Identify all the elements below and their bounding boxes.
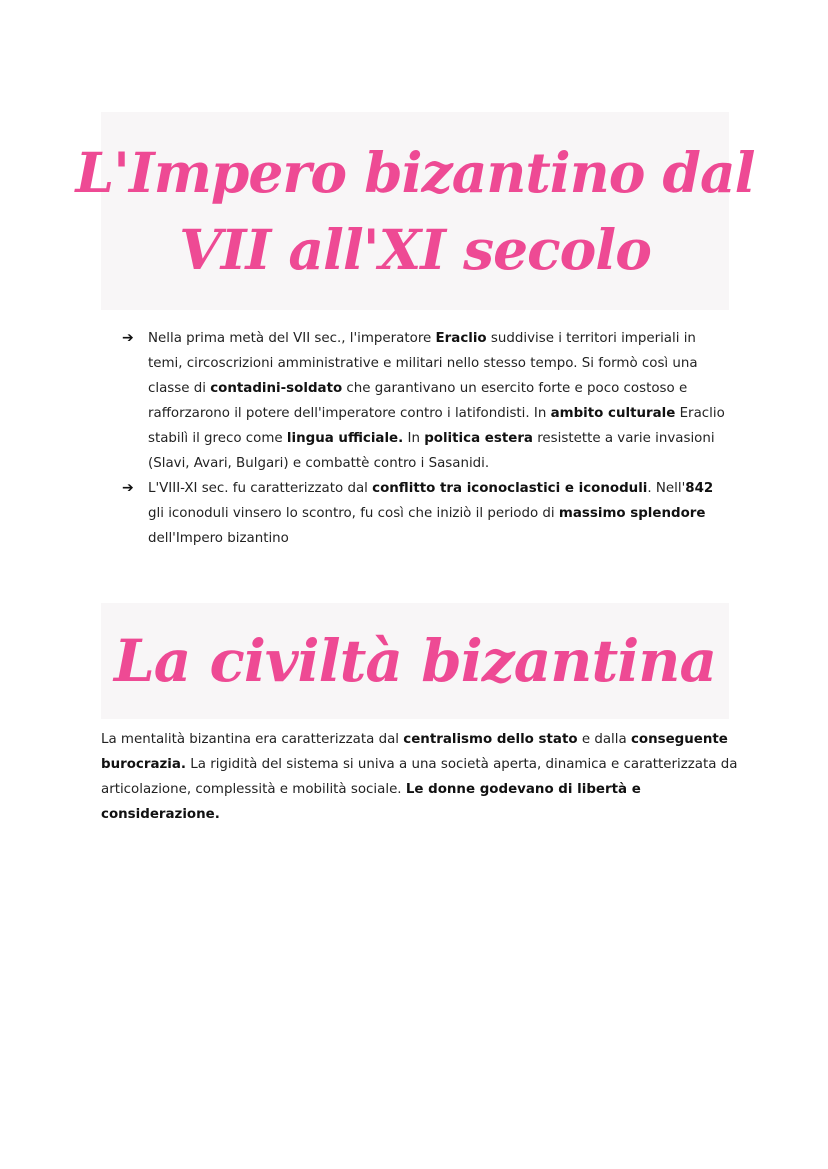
arrow-right-icon: ➔ bbox=[122, 480, 134, 496]
title-banner-civilta bbox=[101, 603, 729, 719]
section-title-line-2: VII all'XI secolo bbox=[179, 217, 651, 282]
bold-text: 842 bbox=[685, 481, 714, 496]
bold-text: Le donne godevano di libertà e considerazione. bbox=[101, 782, 641, 822]
text-run: . Nell' bbox=[647, 481, 686, 496]
bold-text: centralismo dello stato bbox=[403, 732, 578, 747]
bold-text: ambito culturale bbox=[550, 406, 676, 421]
text-run: gli iconoduli vinsero lo scontro, fu così che iniziò il periodo di bbox=[148, 506, 559, 521]
bullet-text bbox=[148, 331, 725, 471]
bullet-list bbox=[122, 326, 732, 551]
text-run: La rigidità del sistema si univa a una società aperta, dinamica e caratterizzata da articolazione, complessità e mobilità sociale. bbox=[101, 757, 738, 797]
title-banner-impero bbox=[75, 112, 755, 310]
text-run: dell'Impero bizantino bbox=[148, 531, 289, 546]
list-item bbox=[122, 326, 732, 476]
text-run: In bbox=[403, 431, 425, 446]
section-title: La civiltà bizantina bbox=[113, 627, 717, 695]
text-run: suddivise i territori imperiali in temi, circoscrizioni amministrative e militari nello stesso tempo. Si formò così una classe di bbox=[148, 331, 698, 396]
bold-text: conflitto tra iconoclastici e iconoduli bbox=[372, 481, 648, 496]
body-paragraph bbox=[101, 727, 741, 827]
text-run: che garantivano un esercito forte e poco costoso e rafforzarono il potere dell'imperatore contro i latifondisti. In bbox=[148, 381, 688, 421]
section-title-line-1: L'Impero bizantino dal bbox=[75, 140, 755, 205]
bold-text: Eraclio bbox=[435, 331, 487, 346]
bold-text: contadini-soldato bbox=[210, 381, 343, 396]
arrow-right-icon: ➔ bbox=[122, 330, 134, 346]
text-run: Eraclio stabilì il greco come bbox=[148, 406, 725, 446]
text-run: L'VIII-XI sec. fu caratterizzato dal bbox=[148, 481, 373, 496]
text-run: resistette a varie invasioni (Slavi, Avari, Bulgari) e combattè contro i Sasanidi. bbox=[148, 431, 715, 471]
bold-text: massimo splendore bbox=[558, 506, 706, 521]
text-run: e dalla bbox=[577, 732, 631, 747]
bold-text: politica estera bbox=[424, 431, 533, 446]
bullet-text bbox=[148, 481, 713, 546]
text-run: Nella prima metà del VII sec., l'imperatore bbox=[148, 331, 436, 346]
list-item bbox=[122, 476, 732, 551]
bold-text: lingua ufficiale. bbox=[286, 431, 404, 446]
text-run: La mentalità bizantina era caratterizzata dal bbox=[101, 732, 404, 747]
bold-text: conseguente burocrazia. bbox=[101, 732, 728, 772]
